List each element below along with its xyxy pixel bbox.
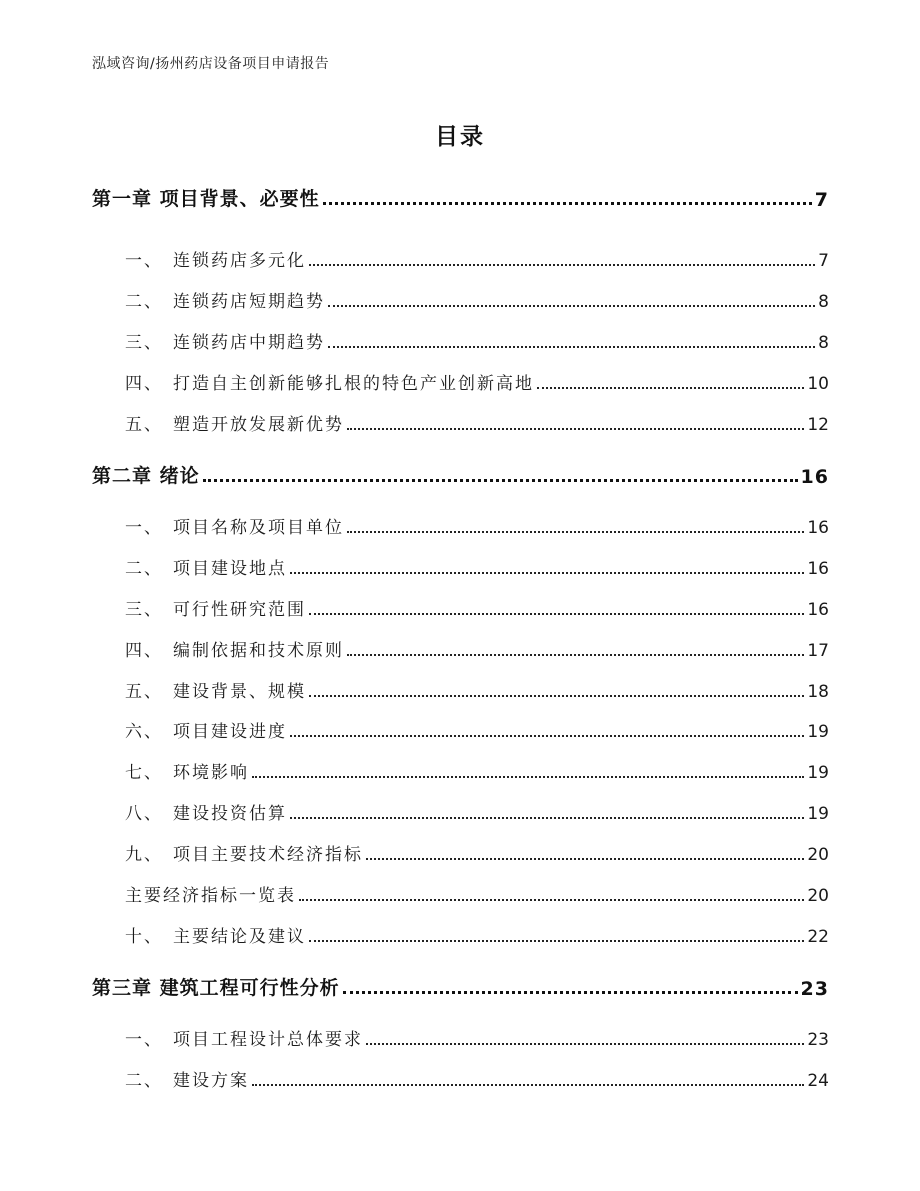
chapter-number: 第二章 (92, 465, 153, 487)
chapter-number: 第三章 (92, 977, 153, 999)
toc-entry-label (125, 758, 249, 783)
dot-leader (366, 841, 804, 860)
toc-section[interactable] (125, 369, 829, 394)
section-number: 一、 (125, 518, 163, 538)
toc-entry-label (125, 369, 534, 394)
section-title: 连锁药店多元化 (173, 251, 306, 271)
section-title: 打造自主创新能够扎根的特色产业创新高地 (173, 374, 534, 394)
section-title: 项目工程设计总体要求 (173, 1030, 363, 1050)
dot-leader (323, 183, 812, 205)
section-number: 一、 (125, 1030, 163, 1050)
toc-chapter-1[interactable] (92, 184, 829, 211)
dot-leader (299, 882, 804, 901)
section-title: 环境影响 (173, 763, 249, 783)
toc-entry-label (125, 287, 325, 312)
section-number: 八、 (125, 804, 163, 824)
toc-section[interactable] (125, 717, 829, 742)
toc-section[interactable] (125, 677, 829, 702)
toc-section[interactable] (125, 636, 829, 661)
toc-entry-label (125, 328, 325, 353)
toc-section[interactable] (125, 595, 829, 620)
page-number: 19 (807, 763, 829, 783)
section-number: 七、 (125, 763, 163, 783)
toc-chapter-3[interactable] (92, 973, 829, 1000)
page-number: 23 (800, 978, 829, 1000)
page-number: 10 (807, 374, 829, 394)
section-number: 五、 (125, 415, 163, 435)
page-number: 20 (807, 845, 829, 865)
dot-leader (252, 1067, 804, 1086)
toc-entry-label (125, 246, 306, 271)
page-number: 7 (814, 189, 829, 211)
toc-section[interactable] (125, 758, 829, 783)
dot-leader (328, 288, 815, 307)
toc-entry-label (92, 184, 320, 211)
section-title: 项目建设地点 (173, 559, 287, 579)
section-title: 连锁药店短期趋势 (173, 292, 325, 312)
page-number: 16 (807, 559, 829, 579)
section-number: 二、 (125, 1071, 163, 1091)
page-number: 8 (818, 333, 829, 353)
dot-leader (203, 460, 798, 482)
toc-section[interactable] (125, 1066, 829, 1091)
chapter-title: 绪论 (159, 465, 200, 487)
toc-entry-label (125, 717, 287, 742)
section-title: 建设方案 (173, 1071, 249, 1091)
chapter-title: 项目背景、必要性 (159, 188, 320, 210)
section-number: 二、 (125, 292, 163, 312)
toc-entry-label (125, 595, 306, 620)
page-number: 19 (807, 804, 829, 824)
toc-section[interactable] (125, 246, 829, 271)
dot-leader (309, 923, 804, 942)
page-number: 16 (800, 466, 829, 488)
page-number: 16 (807, 518, 829, 538)
page-number: 20 (807, 886, 829, 906)
dot-leader (366, 1026, 804, 1045)
page-number: 16 (807, 600, 829, 620)
section-title: 建设投资估算 (173, 804, 287, 824)
section-number: 十、 (125, 927, 163, 947)
section-number: 四、 (125, 374, 163, 394)
toc-entry-label (125, 636, 344, 661)
page-number: 17 (807, 641, 829, 661)
toc-subsection[interactable] (125, 881, 829, 906)
toc-entry-label (125, 513, 344, 538)
dot-leader (347, 411, 804, 430)
section-title: 建设背景、规模 (173, 682, 306, 702)
toc-entry-label (92, 461, 200, 488)
dot-leader (290, 800, 804, 819)
section-number: 三、 (125, 600, 163, 620)
page-number: 24 (807, 1071, 829, 1091)
section-number: 六、 (125, 722, 163, 742)
running-header: 泓域咨询/扬州药店设备项目申请报告 (92, 56, 330, 72)
dot-leader (347, 514, 804, 533)
section-number: 三、 (125, 333, 163, 353)
dot-leader (343, 972, 798, 994)
page-number: 12 (807, 415, 829, 435)
toc-entry-label (125, 554, 287, 579)
section-title: 连锁药店中期趋势 (173, 333, 325, 353)
toc-entry-label (125, 1066, 249, 1091)
toc-entry-label (125, 881, 296, 906)
section-number: 九、 (125, 845, 163, 865)
section-title: 编制依据和技术原则 (173, 641, 344, 661)
dot-leader (328, 329, 815, 348)
toc-section[interactable] (125, 554, 829, 579)
chapter-number: 第一章 (92, 188, 153, 210)
page-number: 7 (818, 251, 829, 271)
chapter-title: 建筑工程可行性分析 (159, 977, 340, 999)
toc-entry-label (125, 1025, 363, 1050)
toc-section[interactable] (125, 410, 829, 435)
dot-leader (309, 596, 804, 615)
section-title: 主要经济指标一览表 (125, 886, 296, 906)
toc-section[interactable] (125, 513, 829, 538)
section-number: 二、 (125, 559, 163, 579)
section-number: 五、 (125, 682, 163, 702)
toc-section[interactable] (125, 922, 829, 947)
page-number: 19 (807, 722, 829, 742)
dot-leader (347, 637, 804, 656)
section-number: 四、 (125, 641, 163, 661)
toc-title: 目录 (435, 124, 485, 150)
toc-section[interactable] (125, 840, 829, 865)
dot-leader (290, 718, 804, 737)
dot-leader (309, 247, 815, 266)
toc-entry-label (125, 799, 287, 824)
dot-leader (309, 678, 804, 697)
toc-entry-label (125, 922, 306, 947)
section-title: 塑造开放发展新优势 (173, 415, 344, 435)
toc-section[interactable] (125, 287, 829, 312)
dot-leader (252, 759, 804, 778)
dot-leader (290, 555, 804, 574)
toc-chapter-2[interactable] (92, 461, 829, 488)
toc-entry-label (125, 410, 344, 435)
toc-entry-label (125, 677, 306, 702)
section-title: 项目建设进度 (173, 722, 287, 742)
page-number: 22 (807, 927, 829, 947)
page-number: 23 (807, 1030, 829, 1050)
toc-section[interactable] (125, 328, 829, 353)
toc-entry-label (92, 973, 340, 1000)
section-title: 项目名称及项目单位 (173, 518, 344, 538)
section-title: 可行性研究范围 (173, 600, 306, 620)
dot-leader (537, 370, 804, 389)
toc-entry-label (125, 840, 363, 865)
section-title: 主要结论及建议 (173, 927, 306, 947)
page-number: 18 (807, 682, 829, 702)
section-number: 一、 (125, 251, 163, 271)
page-number: 8 (818, 292, 829, 312)
toc-section[interactable] (125, 1025, 829, 1050)
toc-section[interactable] (125, 799, 829, 824)
section-title: 项目主要技术经济指标 (173, 845, 363, 865)
